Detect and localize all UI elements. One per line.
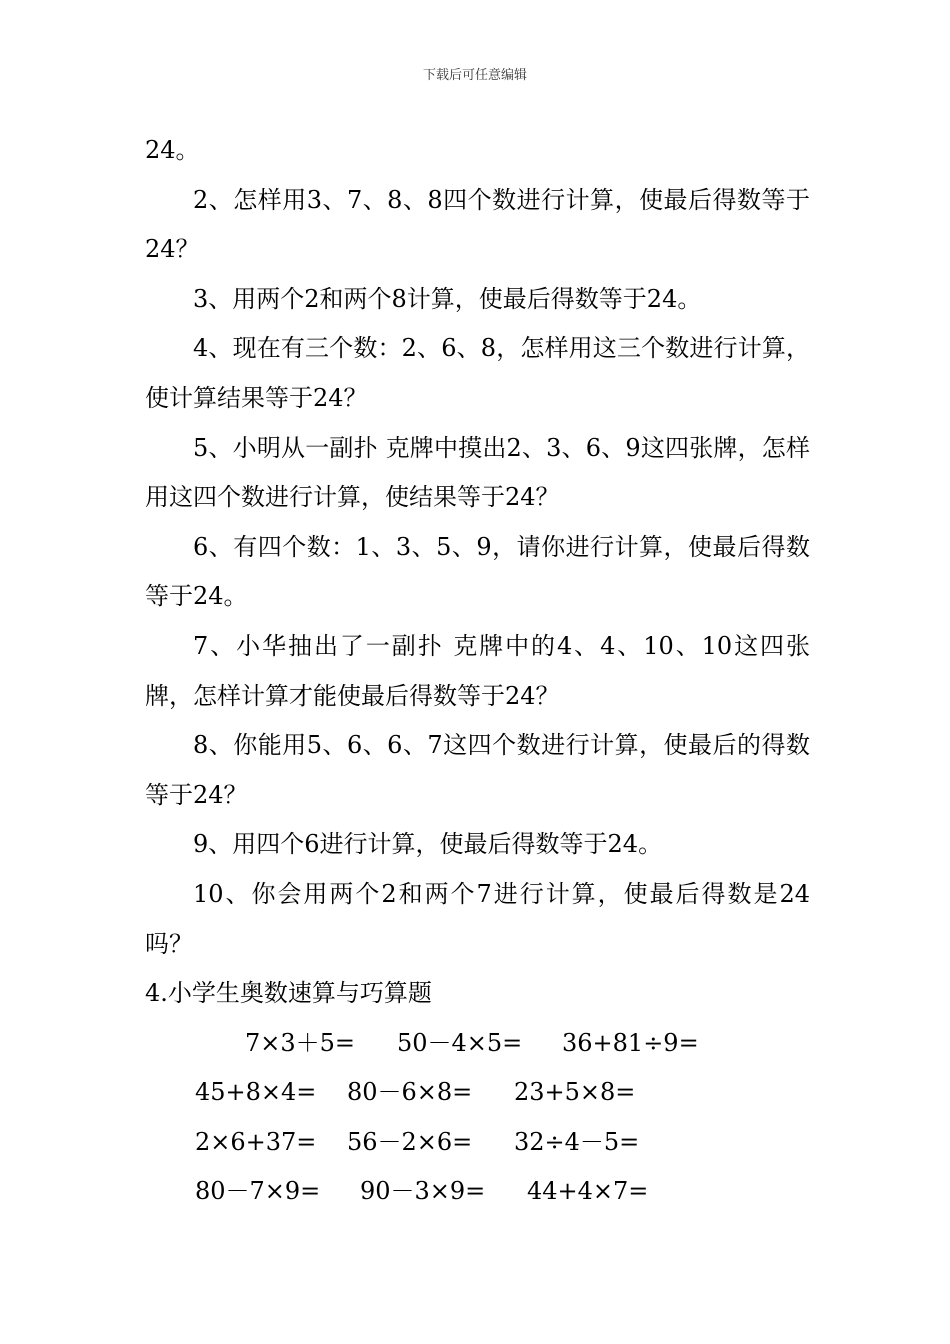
math-expression: 32÷4－5= — [514, 1127, 640, 1156]
section-title: 4.小学生奥数速算与巧算题 — [145, 979, 432, 1008]
math-expression: 45+8×4= — [195, 1078, 317, 1107]
math-expression: 56－2×6= — [347, 1127, 473, 1156]
problem-7: 7、小华抽出了一副扑 克牌中的4、4、10、10这四张牌，怎样计算才能使最后得数等于24？ — [145, 631, 810, 710]
math-expression: 36+81÷9= — [562, 1028, 699, 1057]
problem-5: 5、小明从一副扑 克牌中摸出2、3、6、9这四张牌，怎样用这四个数进行计算，使结果等于24？ — [145, 433, 810, 512]
math-expression: 23+5×8= — [514, 1078, 636, 1107]
math-row-4 — [145, 1167, 810, 1217]
math-row-3 — [145, 1118, 810, 1168]
problem-2: 2、怎样用3、7、8、8四个数进行计算，使最后得数等于24？ — [145, 185, 810, 264]
document-body — [145, 126, 810, 1217]
math-expression: 50－4×5= — [397, 1028, 523, 1057]
math-expression: 44+4×7= — [527, 1177, 649, 1206]
math-expression: 90－3×9= — [360, 1177, 486, 1206]
lead-line: 24。 — [145, 136, 200, 164]
problem-6: 6、有四个数：1、3、5、9，请你进行计算，使最后得数等于24。 — [145, 532, 810, 611]
math-expression: 80－7×9= — [195, 1177, 321, 1206]
problem-3: 3、用两个2和两个8计算，使最后得数等于24。 — [193, 284, 702, 313]
problem-10: 10、你会用两个2和两个7进行计算，使最后得数是24吗？ — [145, 879, 810, 958]
page-header: 下载后可任意编辑 — [422, 68, 527, 83]
math-expression: 2×6+37= — [195, 1127, 317, 1156]
problem-8: 8、你能用5、6、6、7这四个数进行计算，使最后的得数等于24？ — [145, 731, 810, 809]
problem-4: 4、现在有三个数：2、6、8，怎样用这三个数进行计算，使计算结果等于24？ — [145, 334, 810, 412]
math-expression: 7×3＋5= — [245, 1028, 356, 1057]
problem-9: 9、用四个6进行计算，使最后得数等于24。 — [193, 830, 663, 859]
math-row-1 — [145, 1019, 810, 1069]
math-expression: 80－6×8= — [347, 1078, 473, 1107]
math-row-2 — [145, 1068, 810, 1118]
